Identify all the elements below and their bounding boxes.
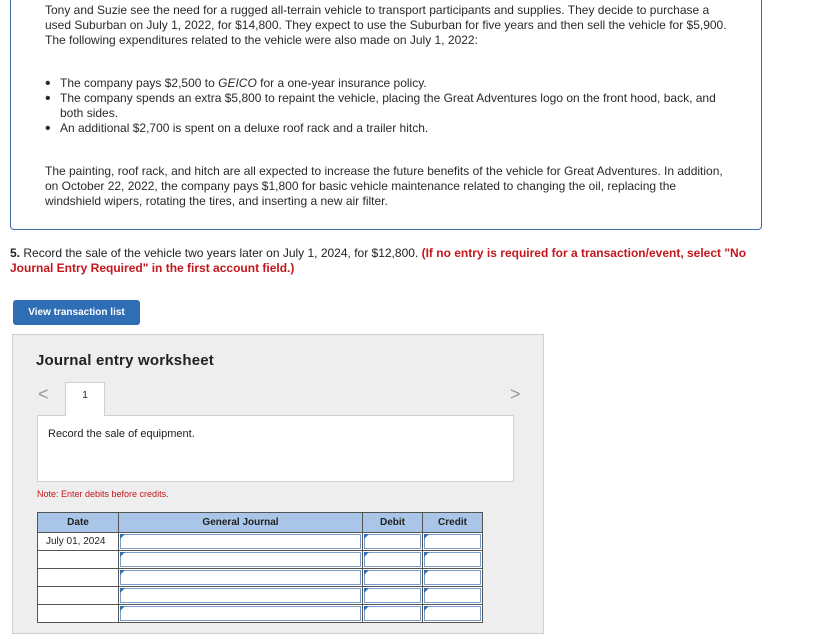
scenario-box bbox=[10, 0, 762, 230]
debit-field[interactable] bbox=[363, 569, 423, 587]
credit-header: Credit bbox=[423, 513, 483, 533]
question-text: Record the sale of the vehicle two years later on July 1, 2024, for $12,800. bbox=[20, 246, 422, 260]
debit-field[interactable] bbox=[363, 605, 423, 623]
list-item: • An additional $2,700 is spent on a deluxe roof rack and a trailer hitch. bbox=[60, 121, 735, 136]
bullet-text: for a one-year insurance policy. bbox=[256, 76, 427, 90]
debit-field[interactable] bbox=[363, 533, 423, 551]
view-transaction-list-button[interactable]: View transaction list bbox=[13, 300, 140, 325]
date-cell bbox=[38, 605, 119, 623]
table-row bbox=[38, 569, 483, 587]
table-row bbox=[38, 551, 483, 569]
scenario-intro: Tony and Suzie see the need for a rugged all-terrain vehicle to transport participants and supplies. They decide to purchase a used Suburban on July 1, 2022, for $14,800. They expect to use the Suburban for five years and then sell the vehicle for $5,900. The following expenditures related to the vehicle were also made on July 1, 2022: bbox=[45, 3, 727, 47]
chevron-right-icon[interactable]: > bbox=[510, 384, 521, 404]
debit-field[interactable] bbox=[363, 587, 423, 605]
journal-entry-worksheet bbox=[12, 334, 544, 634]
chevron-left-icon[interactable]: < bbox=[38, 384, 49, 404]
date-cell: July 01, 2024 bbox=[38, 533, 119, 551]
worksheet-title: Journal entry worksheet bbox=[36, 352, 214, 369]
debit-field[interactable] bbox=[363, 551, 423, 569]
date-cell bbox=[38, 587, 119, 605]
general-journal-header: General Journal bbox=[119, 513, 363, 533]
credit-field[interactable] bbox=[423, 533, 483, 551]
table-row bbox=[38, 605, 483, 623]
list-item bbox=[60, 76, 735, 91]
question-prompt bbox=[10, 246, 770, 276]
transaction-description: Record the sale of equipment. bbox=[37, 415, 514, 482]
expenditure-list bbox=[45, 76, 735, 136]
company-name: GEICO bbox=[218, 76, 257, 90]
debits-note: Note: Enter debits before credits. bbox=[37, 489, 169, 499]
bullet-text: The company pays $2,500 to bbox=[60, 76, 219, 90]
credit-field[interactable] bbox=[423, 587, 483, 605]
account-field[interactable] bbox=[119, 569, 363, 587]
date-cell bbox=[38, 551, 119, 569]
date-cell bbox=[38, 569, 119, 587]
debit-header: Debit bbox=[363, 513, 423, 533]
credit-field[interactable] bbox=[423, 551, 483, 569]
date-header: Date bbox=[38, 513, 119, 533]
scenario-followup: The painting, roof rack, and hitch are all expected to increase the future benefits of the vehicle for Great Adventures. In addition, on October 22, 2022, the company pays $1,800 for basic vehicle maintenance related to changing the oil, replacing the windshield wipers, rotating the tires, and inserting a new air filter. bbox=[45, 164, 723, 208]
account-field[interactable] bbox=[119, 587, 363, 605]
account-field[interactable] bbox=[119, 605, 363, 623]
question-instruction: (If no entry is required for a transaction/event, select "No Journal Entry Required" in the first account field.) bbox=[10, 246, 747, 275]
question-number: 5. bbox=[10, 246, 21, 260]
account-field[interactable] bbox=[119, 551, 363, 569]
table-row bbox=[38, 533, 483, 551]
table-row bbox=[38, 587, 483, 605]
tab-1[interactable]: 1 bbox=[65, 382, 105, 416]
credit-field[interactable] bbox=[423, 605, 483, 623]
account-field[interactable] bbox=[119, 533, 363, 551]
list-item: • The company spends an extra $5,800 to repaint the vehicle, placing the Great Adventures logo on the front hood, back, and both sides. bbox=[60, 91, 735, 121]
journal-table bbox=[37, 512, 483, 623]
credit-field[interactable] bbox=[423, 569, 483, 587]
